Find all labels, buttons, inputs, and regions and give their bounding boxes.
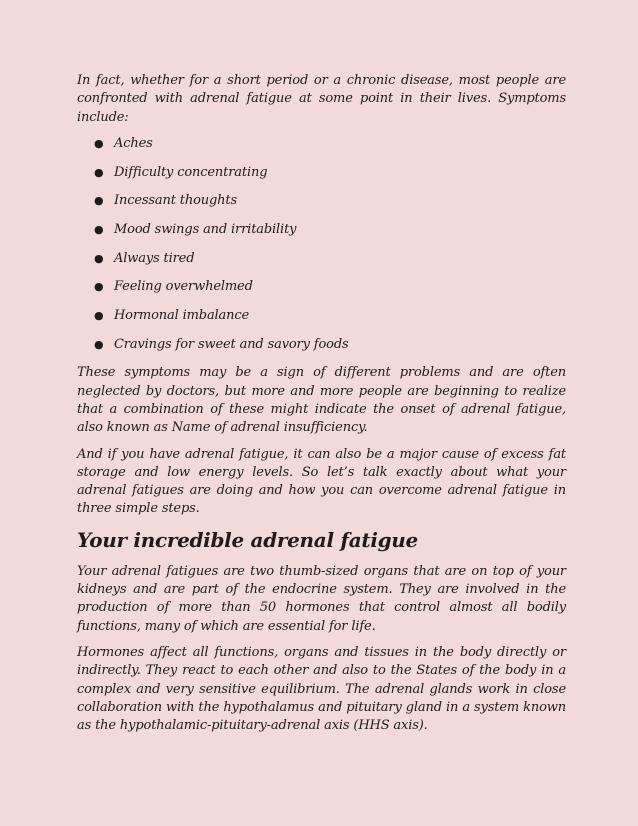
section-heading: Your incredible adrenal fatigue bbox=[77, 527, 418, 552]
list-item-text: Difficulty concentrating bbox=[114, 164, 268, 180]
hormones-paragraph: Hormones affect all functions, organs and tissues in the body directly or indirectly. They react to each other and also to the States of the body in a complex and very sensitive equilibrium. The adrenal glands work in close collaboration with the hypothalamus and pituitary gland in a system known as the hypothalamic-pituitary-adrenal axis (HHS axis). bbox=[77, 644, 566, 734]
list-item-text: Cravings for sweet and savory foods bbox=[114, 336, 349, 352]
list-item bbox=[77, 307, 566, 325]
bullet-icon: ● bbox=[94, 222, 104, 236]
list-item bbox=[77, 336, 566, 354]
fat-storage-paragraph: And if you have adrenal fatigue, it can also be a major cause of excess fat storage and low energy levels. So let’s talk exactly about what your adrenal fatigues are doing and how you can overcome adrenal fatigue in three simple steps. bbox=[77, 446, 566, 517]
list-item-text: Hormonal imbalance bbox=[114, 308, 250, 324]
list-item bbox=[77, 250, 566, 268]
list-item-text: Always tired bbox=[114, 250, 195, 266]
bullet-icon: ● bbox=[94, 165, 104, 179]
list-item bbox=[77, 135, 566, 153]
bullet-icon: ● bbox=[94, 280, 104, 294]
list-item bbox=[77, 278, 566, 296]
bullet-icon: ● bbox=[94, 337, 104, 351]
bullet-icon: ● bbox=[94, 136, 104, 150]
list-item-text: Incessant thoughts bbox=[114, 193, 237, 209]
adrenal-description-paragraph: Your adrenal fatigues are two thumb-sized organs that are on top of your kidneys and are part of the endocrine system. They are involved in the production of more than 50 hormones that control almost all bodily functions, many of which are essential for life. bbox=[77, 563, 566, 634]
list-item bbox=[77, 192, 566, 210]
list-item-text: Feeling overwhelmed bbox=[114, 279, 253, 295]
list-item-text: Aches bbox=[114, 135, 153, 151]
bullet-icon: ● bbox=[94, 194, 104, 208]
bullet-icon: ● bbox=[94, 251, 104, 265]
symptoms-explanation-paragraph: These symptoms may be a sign of different problems and are often neglected by doctors, but more and more people are beginning to realize that a combination of these might indicate the onset of adrenal fatigue, also known as Name of adrenal insufficiency. bbox=[77, 365, 566, 436]
intro-paragraph: In fact, whether for a short period or a chronic disease, most people are confronted with adrenal fatigue at some point in their lives. Symptoms include: bbox=[77, 73, 566, 125]
list-item-text: Mood swings and irritability bbox=[114, 221, 297, 237]
list-item bbox=[77, 221, 566, 239]
symptom-list bbox=[77, 135, 566, 354]
list-item bbox=[77, 164, 566, 182]
bullet-icon: ● bbox=[94, 309, 104, 323]
